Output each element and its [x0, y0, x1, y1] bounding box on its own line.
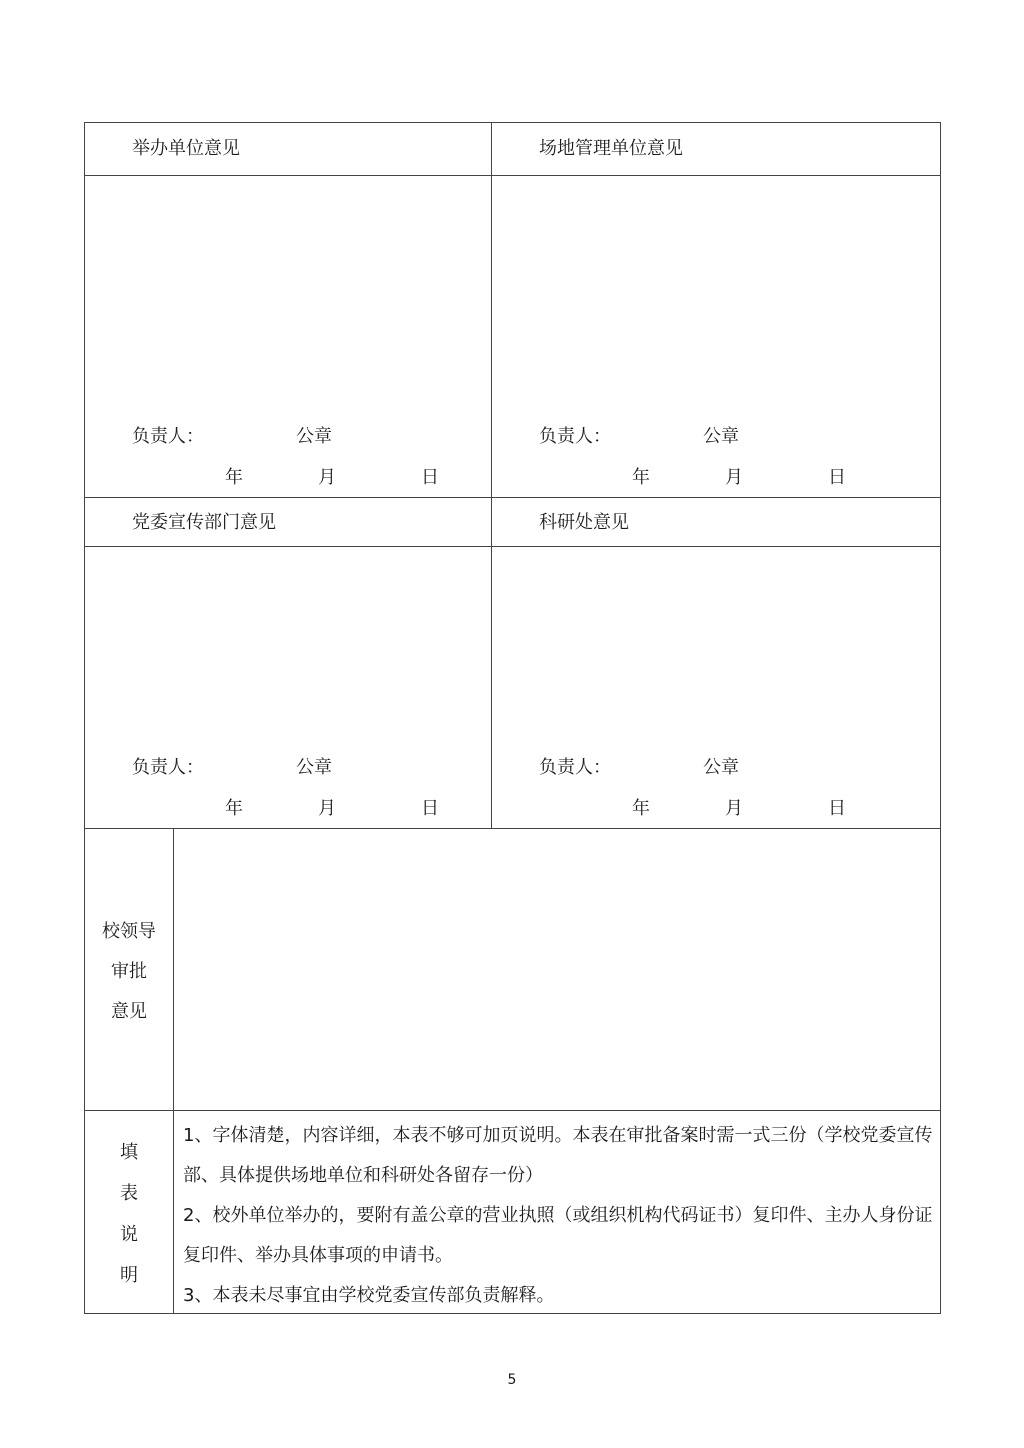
row-divider	[84, 1110, 941, 1111]
instruction-item: 2、校外单位举办的，要附有盖公章的营业执照（或组织机构代码证书）复印件、主办人身份证复印件、举办具体事项的申请书。	[183, 1205, 933, 1266]
row-divider	[84, 497, 941, 498]
propaganda-responsible-label: 负责人：	[132, 757, 204, 778]
leader-approval-line: 审批	[111, 961, 147, 982]
instruction-item: 3、本表未尽事宜由学校党委宣传部负责解释。	[183, 1285, 555, 1306]
row-divider	[84, 828, 941, 829]
venue-opinion-title: 场地管理单位意见	[539, 138, 683, 159]
organizer-seal-label: 公章	[296, 426, 332, 447]
research-day-label: 日	[828, 798, 846, 819]
organizer-month-label: 月	[318, 467, 336, 488]
venue-day-label: 日	[828, 467, 846, 488]
research-month-label: 月	[725, 798, 743, 819]
instructions-label-char: 说	[120, 1224, 138, 1245]
venue-seal-label: 公章	[703, 426, 739, 447]
organizer-year-label: 年	[225, 467, 243, 488]
research-seal-label: 公章	[703, 757, 739, 778]
instructions-text	[183, 1116, 935, 1316]
instructions-label-char: 明	[120, 1265, 138, 1286]
instructions-label	[84, 1132, 174, 1296]
organizer-day-label: 日	[421, 467, 439, 488]
page-number: 5	[507, 1372, 517, 1388]
propaganda-day-label: 日	[421, 798, 439, 819]
instruction-item: 1、字体清楚，内容详细，本表不够可加页说明。本表在审批备案时需一式三份（学校党委宣传部、具体提供场地单位和科研处各留存一份）	[183, 1125, 933, 1186]
organizer-responsible-label: 负责人：	[132, 426, 204, 447]
column-divider	[491, 122, 492, 829]
leader-approval-line: 意见	[111, 1001, 147, 1022]
leader-approval-line: 校领导	[102, 921, 156, 942]
propaganda-opinion-title: 党委宣传部门意见	[132, 512, 276, 533]
venue-responsible-label: 负责人：	[539, 426, 611, 447]
venue-month-label: 月	[725, 467, 743, 488]
row-divider	[84, 175, 941, 176]
propaganda-seal-label: 公章	[296, 757, 332, 778]
propaganda-month-label: 月	[318, 798, 336, 819]
research-opinion-title: 科研处意见	[539, 512, 629, 533]
table-border-top	[84, 122, 941, 123]
research-year-label: 年	[632, 798, 650, 819]
organizer-opinion-title: 举办单位意见	[132, 138, 240, 159]
research-responsible-label: 负责人：	[539, 757, 611, 778]
instructions-label-char: 表	[120, 1183, 138, 1204]
instructions-label-char: 填	[120, 1142, 138, 1163]
table-border-right	[940, 122, 941, 1314]
propaganda-year-label: 年	[225, 798, 243, 819]
leader-approval-label	[84, 912, 174, 1032]
row-divider	[84, 546, 941, 547]
venue-year-label: 年	[632, 467, 650, 488]
